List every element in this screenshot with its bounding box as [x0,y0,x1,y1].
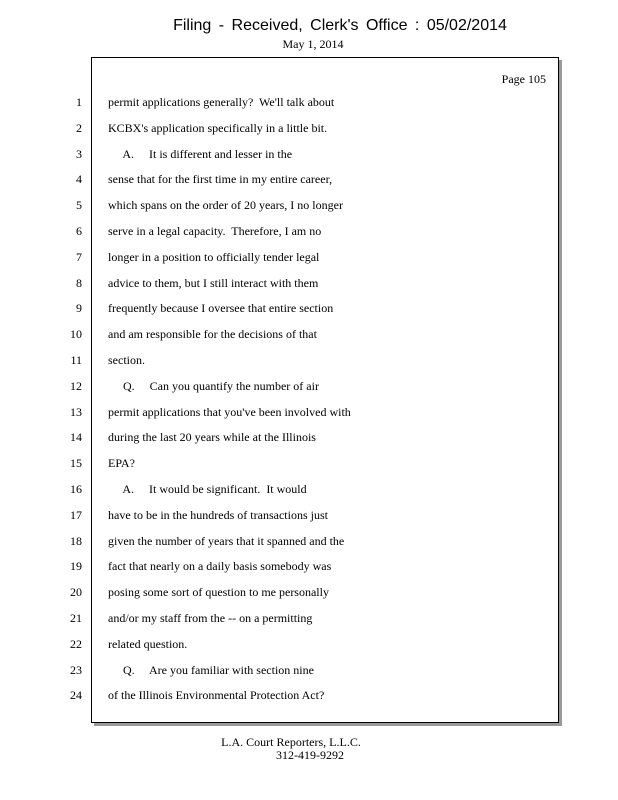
line-text: fact that nearly on a daily basis somebody was [108,559,332,573]
line-text: posing some sort of question to me personally [108,585,329,599]
line-number: 3 [76,147,82,161]
filing-stamp: Filing - Received, Clerk's Office : 05/02/2014 [173,17,507,34]
line-number: 2 [76,121,82,135]
line-number: 4 [76,172,82,186]
line-text: A. It is different and lesser in the [108,147,293,161]
line-text: Q. Are you familiar with section nine [108,663,314,677]
line-number: 15 [70,456,82,470]
court-reporter-name: L.A. Court Reporters, L.L.C. [221,735,361,749]
line-number: 9 [76,301,82,315]
line-text: given the number of years that it spanned and the [108,534,345,548]
line-number: 17 [70,508,82,522]
line-text: have to be in the hundreds of transactions just [108,508,328,522]
line-number: 21 [70,611,82,625]
line-text: permit applications generally? We'll talk about [108,95,335,109]
transcript-date: May 1, 2014 [282,37,344,51]
line-text: during the last 20 years while at the Illinois [108,430,316,444]
line-text: sense that for the first time in my entire career, [108,172,333,186]
page-number: Page 105 [501,72,546,86]
line-number: 6 [76,224,82,238]
line-text: Q. Can you quantify the number of air [108,379,319,393]
line-number: 18 [70,534,82,548]
line-number: 12 [70,379,82,393]
line-number: 24 [70,688,82,702]
line-text: A. It would be significant. It would [108,482,307,496]
line-text: related question. [108,637,188,651]
line-text: which spans on the order of 20 years, I no longer [108,198,343,212]
line-text: longer in a position to officially tender legal [108,250,320,264]
line-number: 20 [70,585,82,599]
line-number: 19 [70,559,82,573]
line-text: EPA? [108,456,135,470]
line-number: 7 [76,250,82,264]
line-text: section. [108,353,145,367]
line-number: 8 [76,276,82,290]
line-text: advice to them, but I still interact with them [108,276,319,290]
line-number: 23 [70,663,82,677]
line-text: frequently because I oversee that entire section [108,301,334,315]
court-reporter-phone: 312-419-9292 [276,748,344,762]
line-number: 11 [70,353,82,367]
line-text: KCBX's application specifically in a little bit. [108,121,328,135]
line-number: 1 [76,95,82,109]
line-text: of the Illinois Environmental Protection Act? [108,688,325,702]
line-number: 13 [70,405,82,419]
line-text: permit applications that you've been involved with [108,405,351,419]
line-number: 22 [70,637,82,651]
line-number: 16 [70,482,82,496]
line-text: serve in a legal capacity. Therefore, I am no [108,224,322,238]
line-text: and am responsible for the decisions of that [108,327,317,341]
line-number: 5 [76,198,82,212]
line-text: and/or my staff from the -- on a permitting [108,611,313,625]
line-number: 14 [70,430,82,444]
line-number: 10 [70,327,82,341]
